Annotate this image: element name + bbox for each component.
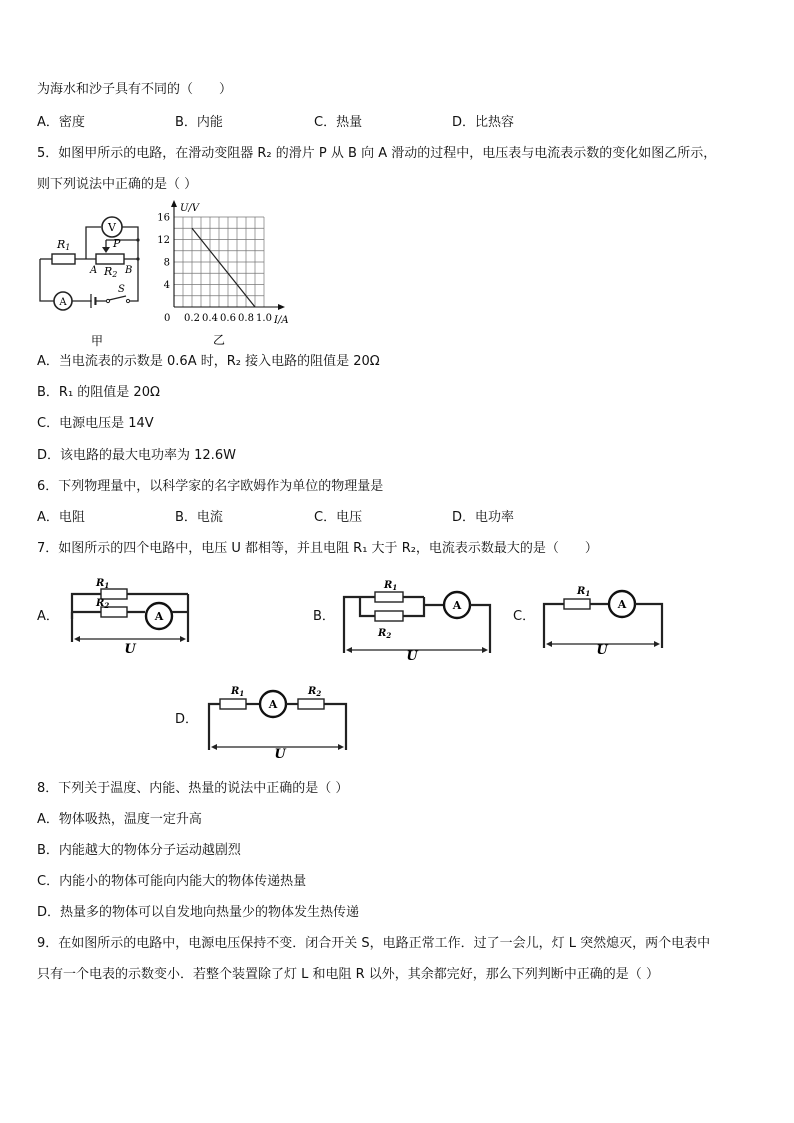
x-tick-label: 0.6: [220, 313, 236, 324]
svg-text:R1: $R_1$: [577, 586, 591, 598]
svg-text:P: P: [113, 237, 121, 250]
q5-stem-line1: 5．如图甲所示的电路，在滑动变阻器 R₂ 的滑片 P 从 B 向 A 滑动的过程中，电压表与电流表示数的变化如图乙所示，: [37, 146, 717, 161]
q5-stem-line2: 则下列说法中正确的是（ ）: [37, 177, 198, 192]
q4-option-d[interactable]: D．比热容: [452, 115, 515, 130]
x-axis-arrow-icon: [278, 304, 285, 310]
q4-option-c[interactable]: C．热量: [314, 115, 363, 130]
y-tick-label: 16: [157, 212, 170, 224]
q7-circuit-c: [540, 580, 666, 658]
r1-label: R1: [57, 238, 71, 252]
svg-text:U: U: [596, 643, 608, 658]
x-axis-label: I/A: [274, 315, 289, 326]
q7-option-a[interactable]: A．: [37, 609, 59, 624]
svg-text:V: V: [108, 221, 116, 234]
q4-stem-tail: 为海水和沙子具有不同的（ ）: [37, 82, 233, 97]
q8-option-b[interactable]: B．内能越大的物体分子运动越剧烈: [37, 843, 241, 858]
y-tick-label: 12: [157, 235, 170, 246]
svg-text:A: A: [617, 598, 627, 611]
q8-stem: 8．下列关于温度、内能、热量的说法中正确的是（ ）: [37, 781, 349, 796]
q6-option-d[interactable]: D．电功率: [452, 510, 515, 525]
q5-option-c[interactable]: C．电源电压是 14V: [37, 416, 154, 431]
slider-arrow-icon: [102, 247, 110, 253]
svg-text:A: A: [59, 297, 67, 308]
q7-option-b[interactable]: B．: [313, 609, 335, 624]
y-tick-label: 8: [163, 257, 170, 269]
svg-text:U: U: [406, 649, 418, 664]
r1-resistor: [52, 254, 75, 264]
q5-option-b[interactable]: B．R₁ 的阻值是 20Ω: [37, 385, 160, 400]
svg-text:R1: $R_1$: [96, 578, 110, 590]
q6-option-a[interactable]: A．电阻: [37, 510, 85, 525]
q8-option-a[interactable]: A．物体吸热，温度一定升高: [37, 812, 202, 827]
q4-option-b[interactable]: B．内能: [175, 115, 223, 130]
q5-option-d[interactable]: D．该电路的最大电功率为 12.6W: [37, 448, 236, 463]
x-tick-label: 0.4: [202, 313, 218, 324]
svg-text:R1: $R_1$: [384, 580, 398, 592]
q5-option-a[interactable]: A．当电流表的示数是 0.6A 时，R₂ 接入电路的阻值是 20Ω: [37, 354, 380, 369]
svg-text:A: A: [154, 610, 164, 623]
q7-circuit-d: [205, 680, 350, 760]
r2-label: R2: [104, 265, 118, 279]
svg-text:A: A: [268, 698, 278, 711]
x-tick-label: 0.8: [238, 313, 254, 324]
q6-stem: 6．下列物理量中，以科学家的名字欧姆作为单位的物理量是: [37, 479, 384, 494]
q8-option-d[interactable]: D．热量多的物体可以自发地向热量少的物体发生热传递: [37, 905, 360, 920]
u-i-line: [192, 228, 255, 307]
q9-stem-line1: 9．在如图所示的电路中，电源电压保持不变．闭合开关 S，电路正常工作．过了一会儿，灯 L 突然熄灭，两个电表中: [37, 936, 711, 951]
q7-option-c[interactable]: C．: [513, 609, 536, 624]
r2-slide-rheostat: [96, 254, 124, 264]
svg-text:R2: $R_2$: [96, 598, 110, 610]
x-tick-label: 1.0: [256, 313, 272, 324]
svg-text:A: A: [452, 599, 462, 612]
q7-circuit-b: [340, 575, 494, 664]
q5-graph-yi: [150, 195, 310, 350]
q7-stem: 7．如图所示的四个电路中，电压 U 都相等，并且电阻 R₁ 大于 R₂，电流表示数最大的是（ ）: [37, 541, 598, 556]
svg-text:S: S: [118, 284, 125, 295]
q5-circuit-diagram-jia: [34, 212, 144, 347]
q6-option-b[interactable]: B．电流: [175, 510, 223, 525]
svg-text:R1: $R_1$: [231, 686, 245, 698]
q8-option-c[interactable]: C．内能小的物体可能向内能大的物体传递热量: [37, 874, 307, 889]
y-axis-arrow-icon: [171, 200, 177, 207]
q6-option-c[interactable]: C．电压: [314, 510, 363, 525]
svg-text:A: A: [90, 265, 98, 276]
svg-text:U: U: [124, 642, 136, 657]
y-tick-label: 4: [163, 280, 170, 291]
svg-text:R2: $R_2$: [308, 686, 322, 698]
q9-stem-line2: 只有一个电表的示数变小．若整个装置除了灯 L 和电阻 R 以外，其余都完好，那么下列判断中正确的是（ ）: [37, 967, 659, 982]
svg-text:B: B: [125, 265, 133, 276]
q7-circuit-a: [66, 574, 192, 657]
q7-option-d[interactable]: D．: [175, 712, 199, 727]
fig-yi-caption: 乙: [212, 333, 226, 347]
svg-text:U: U: [274, 747, 286, 762]
y-axis-label: U/V: [180, 203, 200, 214]
origin-label: 0: [164, 313, 171, 324]
q4-option-a[interactable]: A．密度: [37, 115, 85, 130]
fig-jia-caption: 甲: [90, 334, 104, 348]
svg-text:R2: $R_2$: [378, 628, 392, 640]
x-tick-label: 0.2: [184, 313, 200, 324]
